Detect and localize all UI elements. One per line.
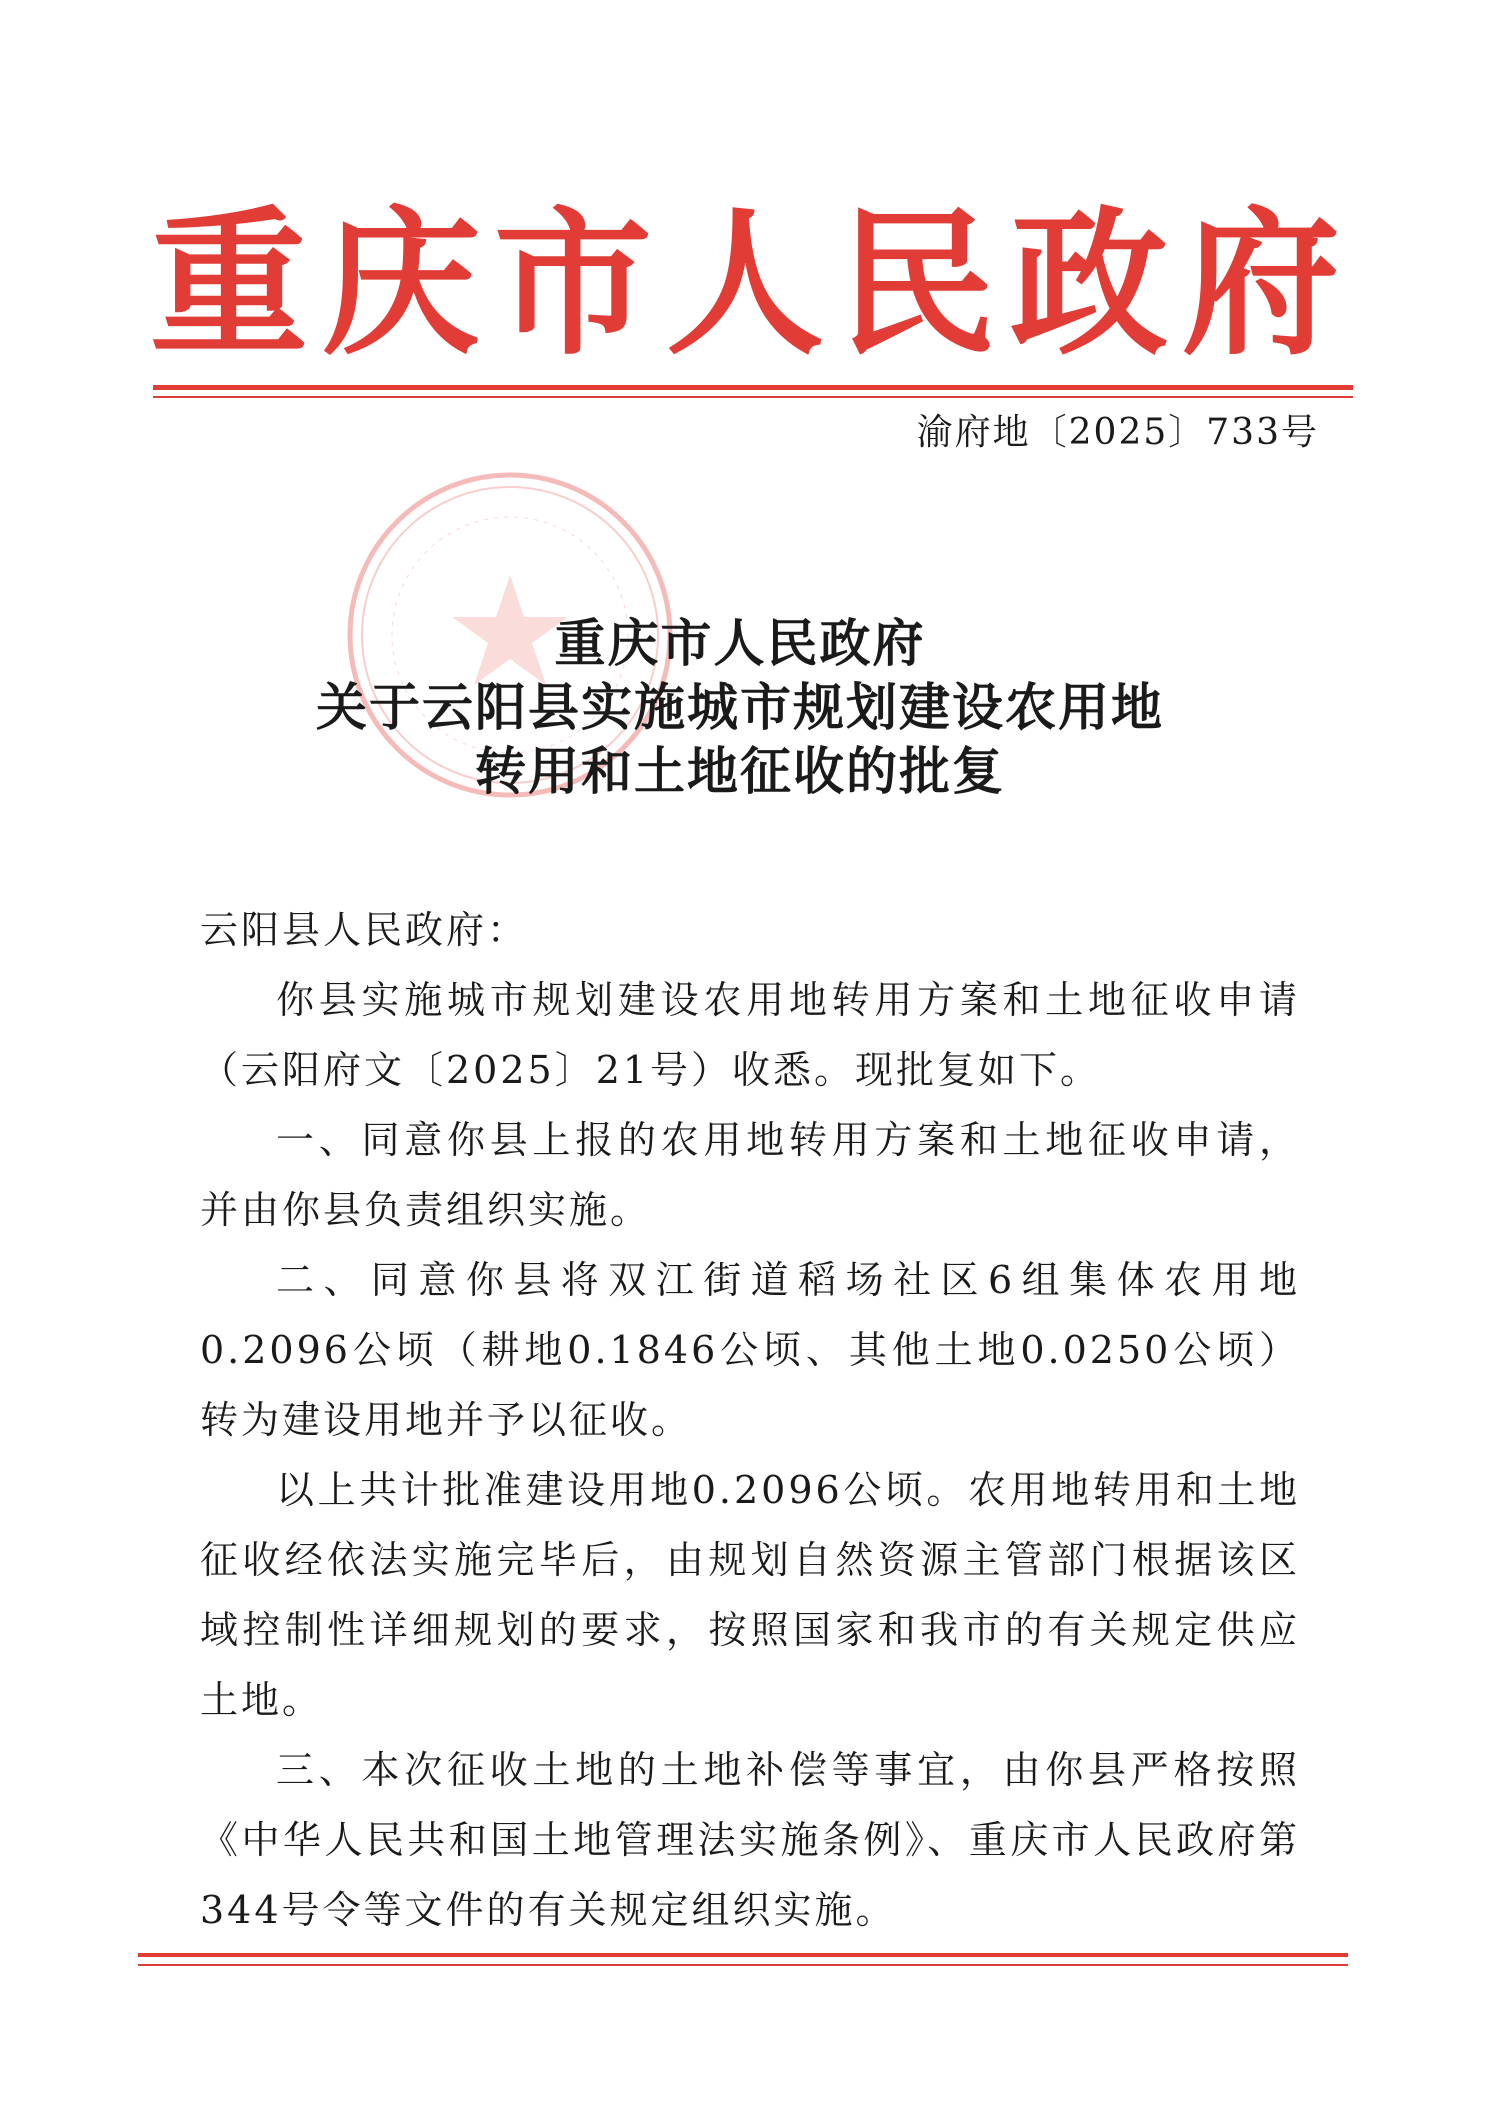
footer-divider-thick xyxy=(138,1953,1348,1957)
salutation: 云阳县人民政府： xyxy=(200,908,529,952)
document-number: 渝府地〔2025〕733号 xyxy=(916,412,1319,453)
header-divider-thin xyxy=(153,396,1353,398)
masthead-title: 重庆市人民政府 xyxy=(150,192,1354,377)
footer-divider-thin xyxy=(138,1964,1348,1966)
document-body xyxy=(200,895,1300,1945)
paragraph-item-3: 三、本次征收土地的土地补偿等事宜，由你县严格按照《中华人民共和国土地管理法实施条例》、重庆市人民政府第344号令等文件的有关规定组织实施。 xyxy=(200,1748,1300,1932)
title-line-1: 重庆市人民政府 xyxy=(554,614,926,674)
paragraph-item-1: 一、同意你县上报的农用地转用方案和土地征收申请，并由你县负责组织实施。 xyxy=(200,1118,1300,1232)
paragraph-item-2: 二、同意你县将双江街道稻场社区6组集体农用地0.2096公顷（耕地0.1846公顷、其他土地0.0250公顷）转为建设用地并予以征收。 xyxy=(200,1258,1300,1442)
paragraph-receipt: 你县实施城市规划建设农用地转用方案和土地征收申请（云阳府文〔2025〕21号）收悉。现批复如下。 xyxy=(200,978,1300,1092)
title-line-2: 关于云阳县实施城市规划建设农用地 xyxy=(315,678,1164,738)
paragraph-total: 以上共计批准建设用地0.2096公顷。农用地转用和土地征收经依法实施完毕后，由规划自然资源主管部门根据该区域控制性详细规划的要求，按照国家和我市的有关规定供应土地。 xyxy=(200,1468,1300,1722)
document-title xyxy=(250,612,1230,804)
title-line-3: 转用和土地征收的批复 xyxy=(474,742,1005,802)
header-divider-thick xyxy=(153,385,1353,390)
